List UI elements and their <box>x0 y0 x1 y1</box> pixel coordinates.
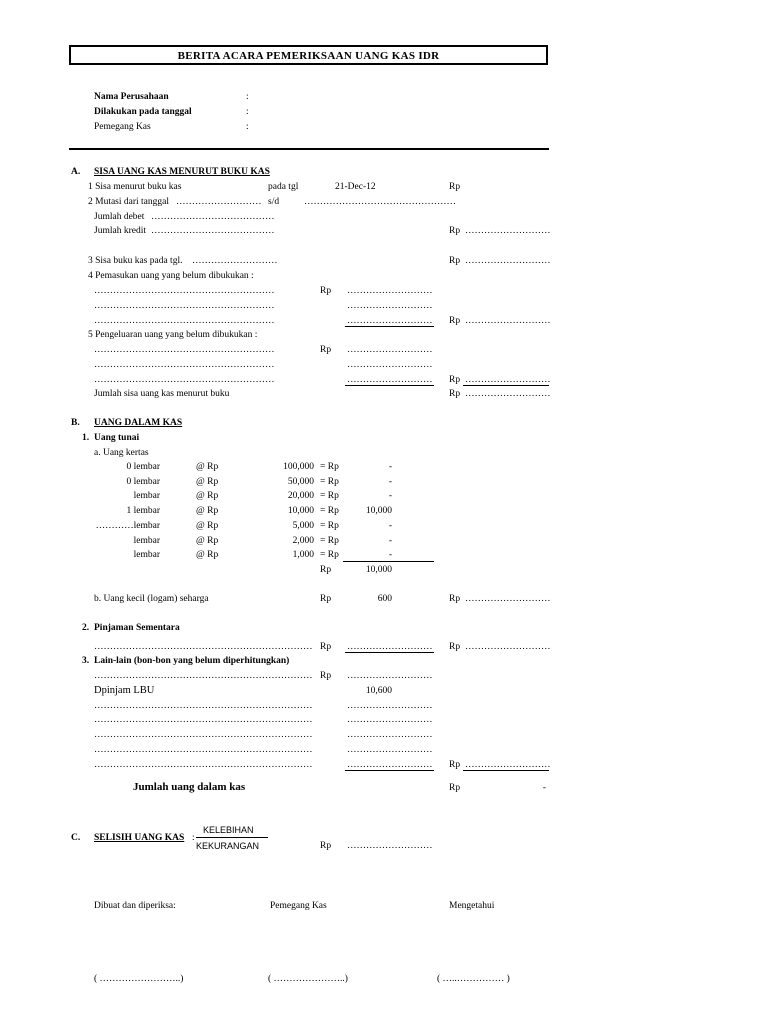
sig-line-1: ( ……………………..) <box>94 974 184 984</box>
b-sub3-line6: …………………………………………………………… <box>94 760 313 770</box>
sig-mengetahui-label: Mengetahui <box>449 901 495 911</box>
field-sep-company: : <box>246 92 249 102</box>
b-row6-denom: 1,000 <box>292 550 314 560</box>
b-sub2-number: 2. <box>82 623 90 633</box>
a-debet-dots: ………………………………… <box>151 212 275 222</box>
sig-line-2: ( …………………..) <box>268 974 348 984</box>
b-sub3-underline <box>345 770 434 771</box>
b-row5-denom: 2,000 <box>292 536 314 546</box>
b-dpinjam-value: 10,600 <box>365 686 392 696</box>
a-item1-label: 1 Sisa menurut buku kas <box>88 182 182 192</box>
a-kredit-value: ……………………… <box>465 226 551 236</box>
b-sub3-total: ……………………… <box>465 760 551 770</box>
c-fraction-line <box>196 837 268 838</box>
section-c-title: SELISIH UANG KAS <box>94 833 185 843</box>
b-row2-at: @ Rp <box>196 491 219 501</box>
a-item5-val1: ……………………… <box>347 345 433 355</box>
a-total-label: Jumlah sisa uang kas menurut buku <box>94 389 230 399</box>
c-kelebihan: KELEBIHAN <box>203 825 254 835</box>
b-logam-total: ……………………… <box>465 594 551 604</box>
b-sub3-line3: …………………………………………………………… <box>94 715 313 725</box>
b-row0-value: - <box>388 462 392 472</box>
b-row5-eq: = Rp <box>320 536 339 546</box>
b-row1-value: - <box>388 477 392 487</box>
b-row5-qty: lembar <box>133 536 160 546</box>
b-row4-qty: …………lembar <box>95 521 160 531</box>
field-label-company: Nama Perusahaan <box>94 92 169 102</box>
a-item5-line3: ………………………………………………… <box>94 375 275 385</box>
b-row5-at: @ Rp <box>196 536 219 546</box>
a-item5-total-rp: Rp <box>449 375 461 385</box>
b-row3-at: @ Rp <box>196 506 219 516</box>
b-sub3-line5: …………………………………………………………… <box>94 745 313 755</box>
b-logam-rp: Rp <box>320 594 332 604</box>
b-row6-at: @ Rp <box>196 550 219 560</box>
b-sub3-val5: ……………………… <box>347 745 433 755</box>
b-row2-denom: 20,000 <box>287 491 314 501</box>
a-item4-val3: ……………………… <box>347 316 433 326</box>
b-logam-total-rp: Rp <box>449 594 461 604</box>
a-kredit-label: Jumlah kredit <box>94 226 146 236</box>
b-logam-label: b. Uang kecil (logam) seharga <box>94 594 209 604</box>
a-item3-value: ……………………… <box>465 256 551 266</box>
b-logam-value: 600 <box>377 594 392 604</box>
b-row1-at: @ Rp <box>196 477 219 487</box>
a-item2-label: 2 Mutasi dari tanggal <box>88 197 169 207</box>
a-item3-dots: ……………………… <box>192 256 278 266</box>
b-row2-qty: lembar <box>133 491 160 501</box>
b-sub2-total: ……………………… <box>465 642 551 652</box>
b-sub3-val2: ……………………… <box>347 701 433 711</box>
b-sub3-total-rp: Rp <box>449 760 461 770</box>
b-row1-denom: 50,000 <box>287 477 314 487</box>
a-total-value: ……………………… <box>465 389 551 399</box>
c-rp: Rp <box>320 841 332 851</box>
b-row4-denom: 5,000 <box>292 521 314 531</box>
a-item5-val3: ……………………… <box>347 375 433 385</box>
b-row4-value: - <box>388 521 392 531</box>
a-debet-label: Jumlah debet <box>94 212 145 222</box>
b-total-label: Jumlah uang dalam kas <box>133 781 246 793</box>
b-row1-eq: = Rp <box>320 477 339 487</box>
b-sub3-total-underline <box>463 770 549 771</box>
sig-line-3: ( …..…………… ) <box>437 974 510 984</box>
b-sub1-number: 1. <box>82 433 90 443</box>
a-item4-label: 4 Pemasukan uang yang belum dibukukan : <box>88 271 254 281</box>
a-item5-total-underline <box>463 385 549 386</box>
b-row1-qty: 0 lembar <box>126 477 160 487</box>
section-a-letter: A. <box>71 167 81 177</box>
b-sub3-line4: …………………………………………………………… <box>94 730 313 740</box>
sig-pemegang-label: Pemegang Kas <box>270 901 327 911</box>
b-sub3-number: 3. <box>82 656 90 666</box>
a-kredit-dots: ………………………………… <box>151 226 275 236</box>
a-item2-dots: ……………………… <box>176 197 262 207</box>
b-sub3-val3: ……………………… <box>347 715 433 725</box>
b-sub3-val6: ……………………… <box>347 760 433 770</box>
b-row0-at: @ Rp <box>196 462 219 472</box>
b-sub3-line1: …………………………………………………………… <box>94 671 313 681</box>
field-sep-date: : <box>246 107 249 117</box>
b-row4-eq: = Rp <box>320 521 339 531</box>
a-item5-line2: ………………………………………………… <box>94 360 275 370</box>
a-item5-rp: Rp <box>320 345 332 355</box>
b-row0-qty: 0 lembar <box>126 462 160 472</box>
b-sub1-title: Uang tunai <box>94 433 140 443</box>
a-item3-rp: Rp <box>449 256 461 266</box>
a-item4-total-rp: Rp <box>449 316 461 326</box>
a-item4-underline <box>345 326 434 327</box>
field-label-date: Dilakukan pada tanggal <box>94 107 192 117</box>
b-row2-eq: = Rp <box>320 491 339 501</box>
b-kertas-label: a. Uang kertas <box>94 448 149 458</box>
b-sub2-line: …………………………………………………………… <box>94 642 313 652</box>
a-item5-line1: ………………………………………………… <box>94 345 275 355</box>
section-b-title: UANG DALAM KAS <box>94 418 183 428</box>
b-total-rp: Rp <box>449 783 461 793</box>
b-row6-qty: lembar <box>133 550 160 560</box>
b-row2-value: - <box>388 491 392 501</box>
b-row4-at: @ Rp <box>196 521 219 531</box>
b-rows-underline <box>343 561 434 562</box>
a-item1-rp: Rp <box>449 182 461 192</box>
b-sub3-rp: Rp <box>320 671 332 681</box>
b-sub3-line2: …………………………………………………………… <box>94 701 313 711</box>
a-item4-total: ……………………… <box>465 316 551 326</box>
a-item1-pada: pada tgl <box>268 182 299 192</box>
document-title: BERITA ACARA PEMERIKSAAN UANG KAS IDR <box>177 50 440 62</box>
b-sub2-rp: Rp <box>320 642 332 652</box>
b-subtotal-value: 10,000 <box>365 565 392 575</box>
a-item4-val1: ……………………… <box>347 286 433 296</box>
a-item2-dots2: ………………………………………… <box>304 197 456 207</box>
b-row0-denom: 100,000 <box>283 462 314 472</box>
section-c-letter: C. <box>71 833 81 843</box>
a-item3-label: 3 Sisa buku kas pada tgl. <box>88 256 183 266</box>
b-sub2-total-rp: Rp <box>449 642 461 652</box>
a-item4-val2: ……………………… <box>347 301 433 311</box>
b-row3-value: 10,000 <box>365 506 392 516</box>
a-item1-date: 21-Dec-12 <box>335 182 376 192</box>
a-kredit-rp: Rp <box>449 226 461 236</box>
section-b-letter: B. <box>71 418 80 428</box>
a-item4-line1: ………………………………………………… <box>94 286 275 296</box>
field-label-cashier: Pemegang Kas <box>94 122 151 132</box>
a-item5-val2: ……………………… <box>347 360 433 370</box>
b-row3-qty: 1 lembar <box>126 506 160 516</box>
b-total-value: - <box>542 783 546 793</box>
b-sub3-val1: ……………………… <box>347 671 433 681</box>
b-row3-denom: 10,000 <box>287 506 314 516</box>
a-item4-line3: ………………………………………………… <box>94 316 275 326</box>
b-sub2-value: ……………………… <box>347 642 433 652</box>
c-kekurangan: KEKURANGAN <box>196 841 260 851</box>
b-sub2-title: Pinjaman Sementara <box>94 623 180 633</box>
sig-dibuat-label: Dibuat dan diperiksa: <box>94 901 176 911</box>
c-value: ……………………… <box>347 841 433 851</box>
section-c-colon: : <box>192 833 195 843</box>
section-a-title: SISA UANG KAS MENURUT BUKU KAS <box>94 167 270 177</box>
a-item4-line2: ………………………………………………… <box>94 301 275 311</box>
a-item5-total: ……………………… <box>465 375 551 385</box>
a-item5-label: 5 Pengeluaran uang yang belum dibukukan : <box>88 330 258 340</box>
b-row0-eq: = Rp <box>320 462 339 472</box>
a-total-rp: Rp <box>449 389 461 399</box>
b-row6-value: - <box>388 550 392 560</box>
b-subtotal-rp: Rp <box>320 565 332 575</box>
b-row3-eq: = Rp <box>320 506 339 516</box>
b-row6-eq: = Rp <box>320 550 339 560</box>
header-divider <box>69 148 549 150</box>
b-row5-value: - <box>388 536 392 546</box>
a-item5-underline <box>345 385 434 386</box>
b-sub3-val4: ……………………… <box>347 730 433 740</box>
field-sep-cashier: : <box>246 122 249 132</box>
title-box <box>69 45 548 65</box>
b-sub3-title: Lain-lain (bon-bon yang belum diperhitungkan) <box>94 656 290 666</box>
a-item2-sd: s/d <box>268 197 280 207</box>
b-dpinjam-label: Dpinjam LBU <box>94 685 155 696</box>
b-sub2-underline <box>345 652 434 653</box>
a-item4-rp: Rp <box>320 286 332 296</box>
